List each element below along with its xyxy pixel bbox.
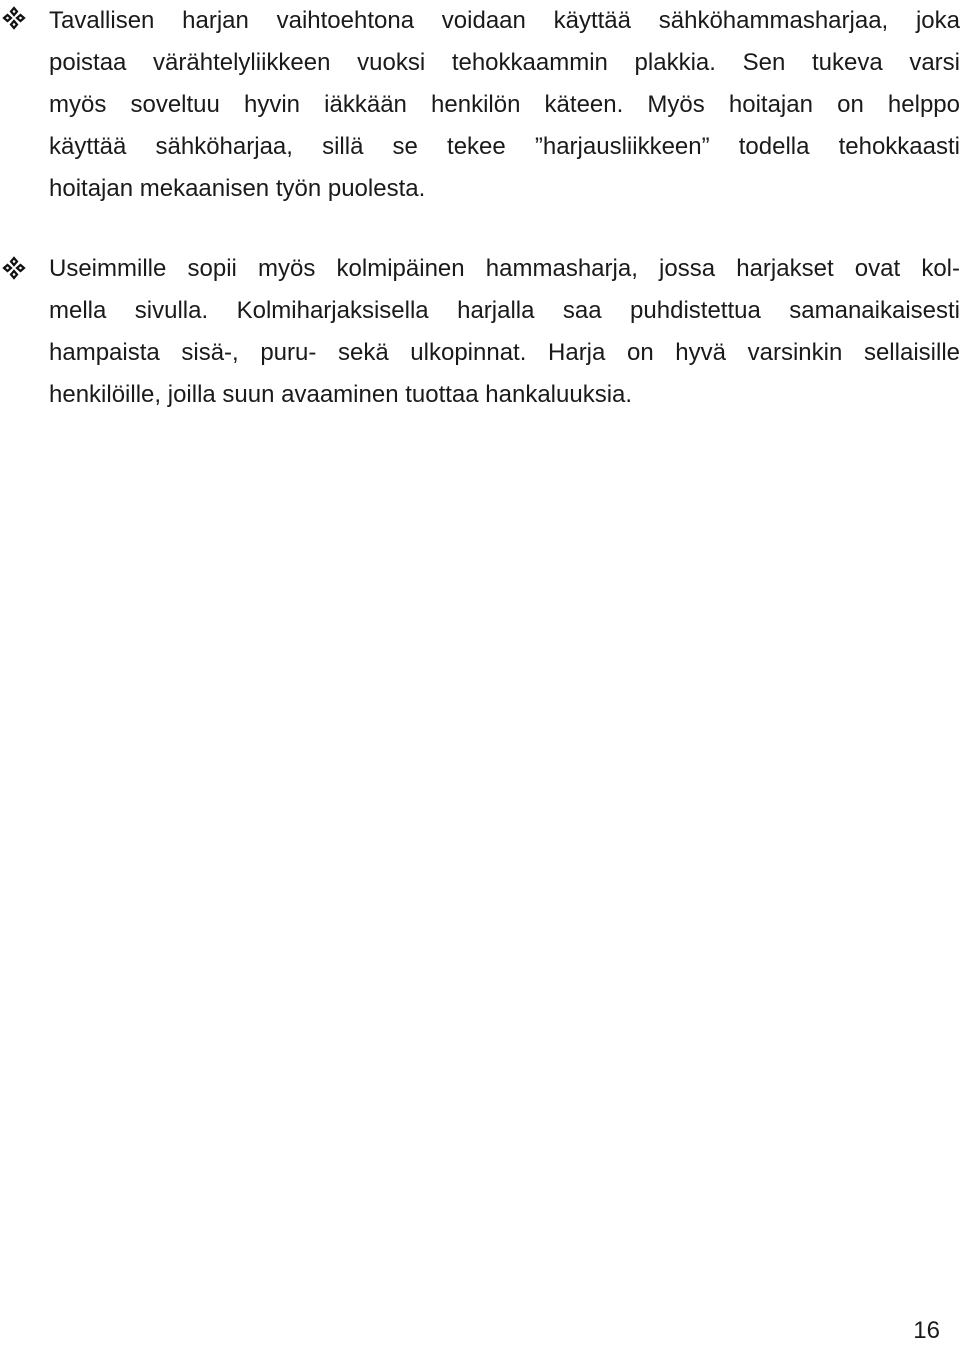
paragraph-line: hoitajan mekaanisen työn puolesta. <box>49 175 426 202</box>
paragraph-line: henkilöille, joilla suun avaaminen tuottaa hankaluuksia. <box>49 381 633 408</box>
paragraph-line: mella sivulla. Kolmiharjaksisella harjalla saa puhdistettua samanaikaisesti <box>49 297 960 324</box>
paragraph-line: poistaa värähtelyliikkeen vuoksi tehokkaammin plakkia. Sen tukeva varsi <box>49 49 960 76</box>
page-number: 16 <box>913 1317 940 1344</box>
bullet-paragraph <box>49 0 960 210</box>
bullet-paragraph <box>49 248 960 416</box>
diamond-bullet-icon <box>2 256 26 280</box>
paragraph-line: Useimmille sopii myös kolmipäinen hammasharja, jossa harjakset ovat kol- <box>49 255 960 282</box>
paragraph-line: hampaista sisä-, puru- sekä ulkopinnat. Harja on hyvä varsinkin sellaisille <box>49 339 960 366</box>
diamond-bullet-icon <box>2 6 26 30</box>
paragraph-line: myös soveltuu hyvin iäkkään henkilön käteen. Myös hoitajan on helppo <box>49 91 960 118</box>
paragraph-line: Tavallisen harjan vaihtoehtona voidaan käyttää sähköhammasharjaa, joka <box>49 7 960 34</box>
paragraph-line: käyttää sähköharjaa, sillä se tekee ”harjausliikkeen” todella tehokkaasti <box>49 133 960 160</box>
